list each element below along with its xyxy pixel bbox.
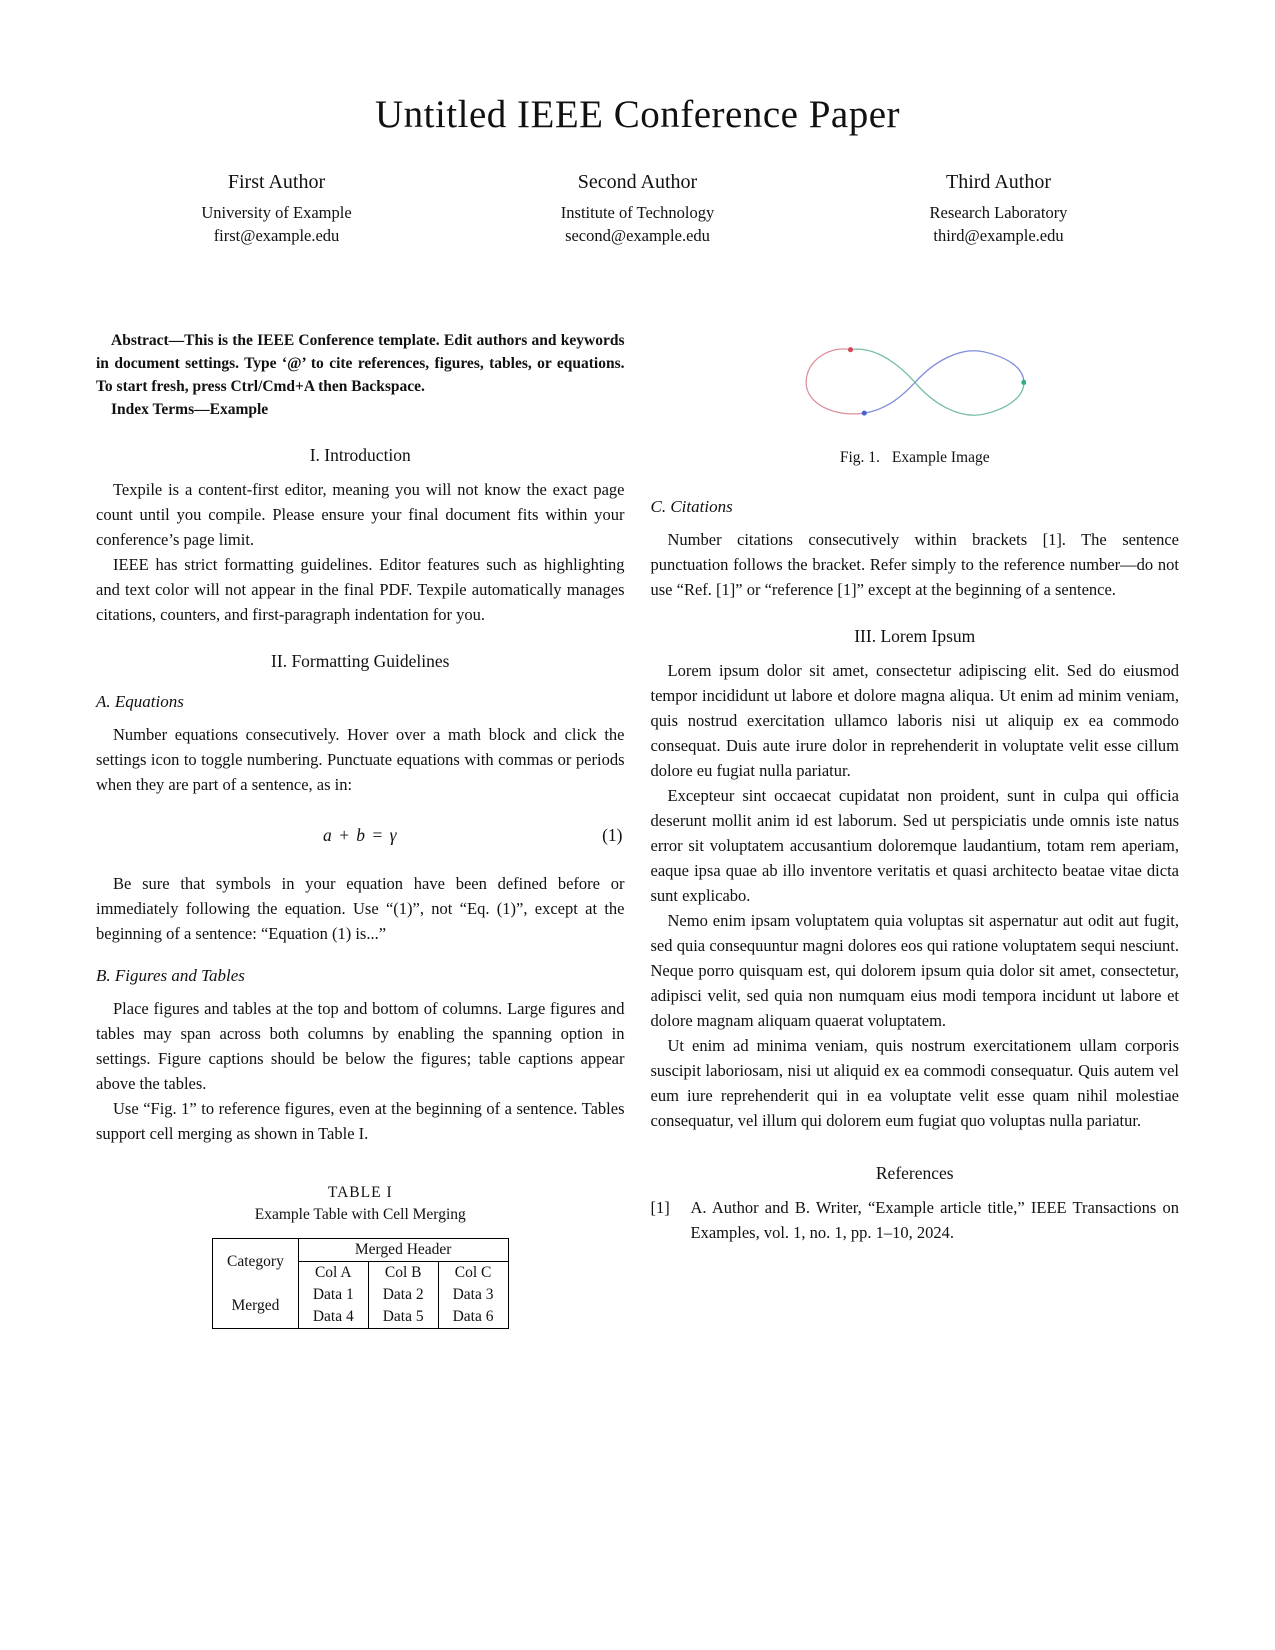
author-block bbox=[96, 171, 1179, 247]
section-heading-formatting: II. Formatting Guidelines bbox=[271, 651, 450, 672]
two-column-body bbox=[96, 329, 1179, 1329]
table-cell: Data 1 bbox=[312, 1286, 354, 1304]
reference-1-marker: [1] bbox=[650, 1198, 670, 1218]
equation-1-number: (1) bbox=[602, 825, 623, 846]
table-row bbox=[213, 1284, 509, 1306]
table-1-caption-label: TABLE I bbox=[327, 1184, 393, 1202]
table-1-col-header-b: Col B bbox=[368, 1262, 438, 1285]
author-3 bbox=[818, 171, 1179, 247]
section-heading-lorem: III. Lorem Ipsum bbox=[854, 626, 976, 647]
abstract-paragraph: Abstract—This is the IEEE Conference template. Edit authors and keywords in document settings. Type ‘@’ to cite references, figures, tables, or equations. To start fresh, press Ctrl/Cmd+A then Backspace. bbox=[96, 332, 625, 396]
citations-paragraph: Number citations consecutively within brackets [1]. The sentence punctuation follows the bracket. Refer simply to the reference number—do not use “Ref. [1]” or “reference [1]” except at the beginning of a sentence. bbox=[650, 530, 1179, 600]
author-2-affiliation: Institute of Technology bbox=[560, 203, 715, 222]
reference-item-1 bbox=[651, 1195, 1180, 1245]
author-2-name: Second Author bbox=[577, 171, 698, 193]
subsection-heading-citations: C. Citations bbox=[650, 497, 733, 517]
lemniscate-left-loop-path bbox=[806, 349, 864, 414]
equations-paragraph-after: Be sure that symbols in your equation have been defined before or immediately following the equation. Use “(1)”, not “Eq. (1)”, except at the beginning of a sentence: “Equation (1) is...” bbox=[96, 874, 625, 944]
right-column bbox=[651, 329, 1180, 1245]
equation-1-body: a + b = γ bbox=[322, 825, 398, 846]
equations-paragraph-before: Number equations consecutively. Hover over a math block and click the settings icon to toggle numbering. Punctuate equations with commas or periods when they are part of a sentence, as in: bbox=[96, 725, 625, 795]
reference-1-text: A. Author and B. Writer, “Example article title,” IEEE Transactions on Examples, vol. 1, no. 1, pp. 1–10, 2024. bbox=[690, 1198, 1179, 1243]
section-heading-introduction: I. Introduction bbox=[309, 445, 411, 466]
lemniscate-right-top-path bbox=[864, 351, 1024, 413]
table-1-col-header-a: Col A bbox=[314, 1264, 352, 1282]
lorem-paragraph-3: Nemo enim ipsam voluptatem quia voluptas sit aspernatur aut odit aut fugit, sed quia consequuntur magni dolores eos qui ratione voluptatem sequi nesciunt. Neque porro quisquam est, qui dolorem ipsum quia dolor sit amet, consectetur, adipisci velit, sed quia non numquam eius modi tempora incidunt ut labore et dolore magnam aliquam quaerat voluptatem. bbox=[650, 911, 1179, 1031]
figures-paragraph-1: Place figures and tables at the top and bottom of columns. Large figures and tables may span across both columns by enabling the spanning option in settings. Figure captions should be below the figures; table captions appear above the tables. bbox=[96, 999, 625, 1094]
subsection-heading-figures-tables: B. Figures and Tables bbox=[96, 966, 245, 986]
table-cell: Data 4 bbox=[312, 1308, 354, 1326]
section-heading-references: References bbox=[875, 1163, 954, 1184]
table-row bbox=[213, 1239, 509, 1262]
table-1-block bbox=[96, 1182, 625, 1329]
green-point-marker bbox=[1021, 380, 1026, 385]
figure-1-caption-label: Fig. 1. bbox=[839, 449, 880, 467]
author-2-email: second@example.edu bbox=[565, 226, 710, 246]
author-2 bbox=[457, 171, 818, 247]
paper-title: Untitled IEEE Conference Paper bbox=[374, 93, 901, 136]
intro-paragraph-1: Texpile is a content-first editor, meaning you will not know the exact page count until you compile. Please ensure your final document fits within your conference’s page limit. bbox=[96, 480, 625, 550]
subsection-heading-equations: A. Equations bbox=[96, 692, 184, 712]
table-1-merged-header-cell: Merged Header bbox=[298, 1239, 508, 1262]
table-1-caption-text: Example Table with Cell Merging bbox=[254, 1206, 466, 1224]
table-cell: Data 5 bbox=[368, 1306, 438, 1329]
table-1 bbox=[212, 1238, 509, 1329]
author-1-email: first@example.edu bbox=[213, 226, 340, 246]
table-1-col-header-c: Col C bbox=[438, 1262, 508, 1285]
author-1-affiliation: University of Example bbox=[201, 203, 352, 222]
author-3-affiliation: Research Laboratory bbox=[929, 203, 1068, 222]
lorem-paragraph-2: Excepteur sint occaecat cupidatat non proident, sunt in culpa qui officia deserunt mollit anim id est laborum. Sed ut perspiciatis unde omnis iste natus error sit voluptatem accusantium doloremque laudantium, totam rem aperiam, eaque ipsa quae ab illo inventore veritatis et quasi architecto beatae vitae dicta sunt explicabo. bbox=[650, 786, 1179, 906]
lemniscate-right-bottom-path bbox=[850, 349, 1023, 415]
figure-1-caption bbox=[651, 449, 1180, 467]
table-cell: Data 3 bbox=[438, 1284, 508, 1306]
red-point-marker bbox=[848, 347, 853, 352]
figure-1-block bbox=[651, 343, 1180, 467]
lorem-paragraph-4: Ut enim ad minima veniam, quis nostrum exercitationem ullam corporis suscipit laboriosam, nisi ut aliquid ex ea commodi consequatur. Quis autem vel eum iure reprehenderit qui in ea voluptate velit esse quam nihil molestiae consequatur, vel illum qui dolorem eum fugiat quo voluptas nulla pariatur. bbox=[650, 1036, 1179, 1131]
infinity-curve-figure bbox=[804, 343, 1026, 423]
table-cell: Data 6 bbox=[438, 1306, 508, 1329]
blue-point-marker bbox=[861, 411, 866, 416]
figures-paragraph-2: Use “Fig. 1” to reference figures, even at the beginning of a sentence. Tables support cell merging as shown in Table I. bbox=[96, 1099, 625, 1144]
table-1-merged-cell: Merged bbox=[213, 1284, 299, 1329]
table-1-caption bbox=[96, 1182, 625, 1226]
lorem-paragraph-1: Lorem ipsum dolor sit amet, consectetur adipiscing elit. Sed do eiusmod tempor incididunt ut labore et dolore magna aliqua. Ut enim ad minim veniam, quis nostrud exercitation ullamco laboris nisi ut aliquip ex ea commodo consequat. Duis aute irure dolor in reprehenderit in voluptate velit esse cillum dolore eu fugiat nulla pariatur. bbox=[650, 661, 1179, 781]
index-terms-line: Index Terms—Example bbox=[111, 401, 269, 419]
author-1 bbox=[96, 171, 457, 247]
author-3-email: third@example.edu bbox=[933, 226, 1064, 246]
figure-1-caption-text: Example Image bbox=[891, 449, 990, 467]
equation-1-row bbox=[96, 823, 625, 847]
table-1-category-cell: Category bbox=[213, 1239, 299, 1285]
author-1-name: First Author bbox=[227, 171, 326, 193]
table-cell: Data 2 bbox=[368, 1284, 438, 1306]
left-column bbox=[96, 329, 625, 1329]
intro-paragraph-2: IEEE has strict formatting guidelines. Editor features such as highlighting and text color will not appear in the final PDF. Texpile automatically manages citations, counters, and first-paragraph indentation for you. bbox=[96, 555, 625, 625]
author-3-name: Third Author bbox=[946, 171, 1051, 193]
